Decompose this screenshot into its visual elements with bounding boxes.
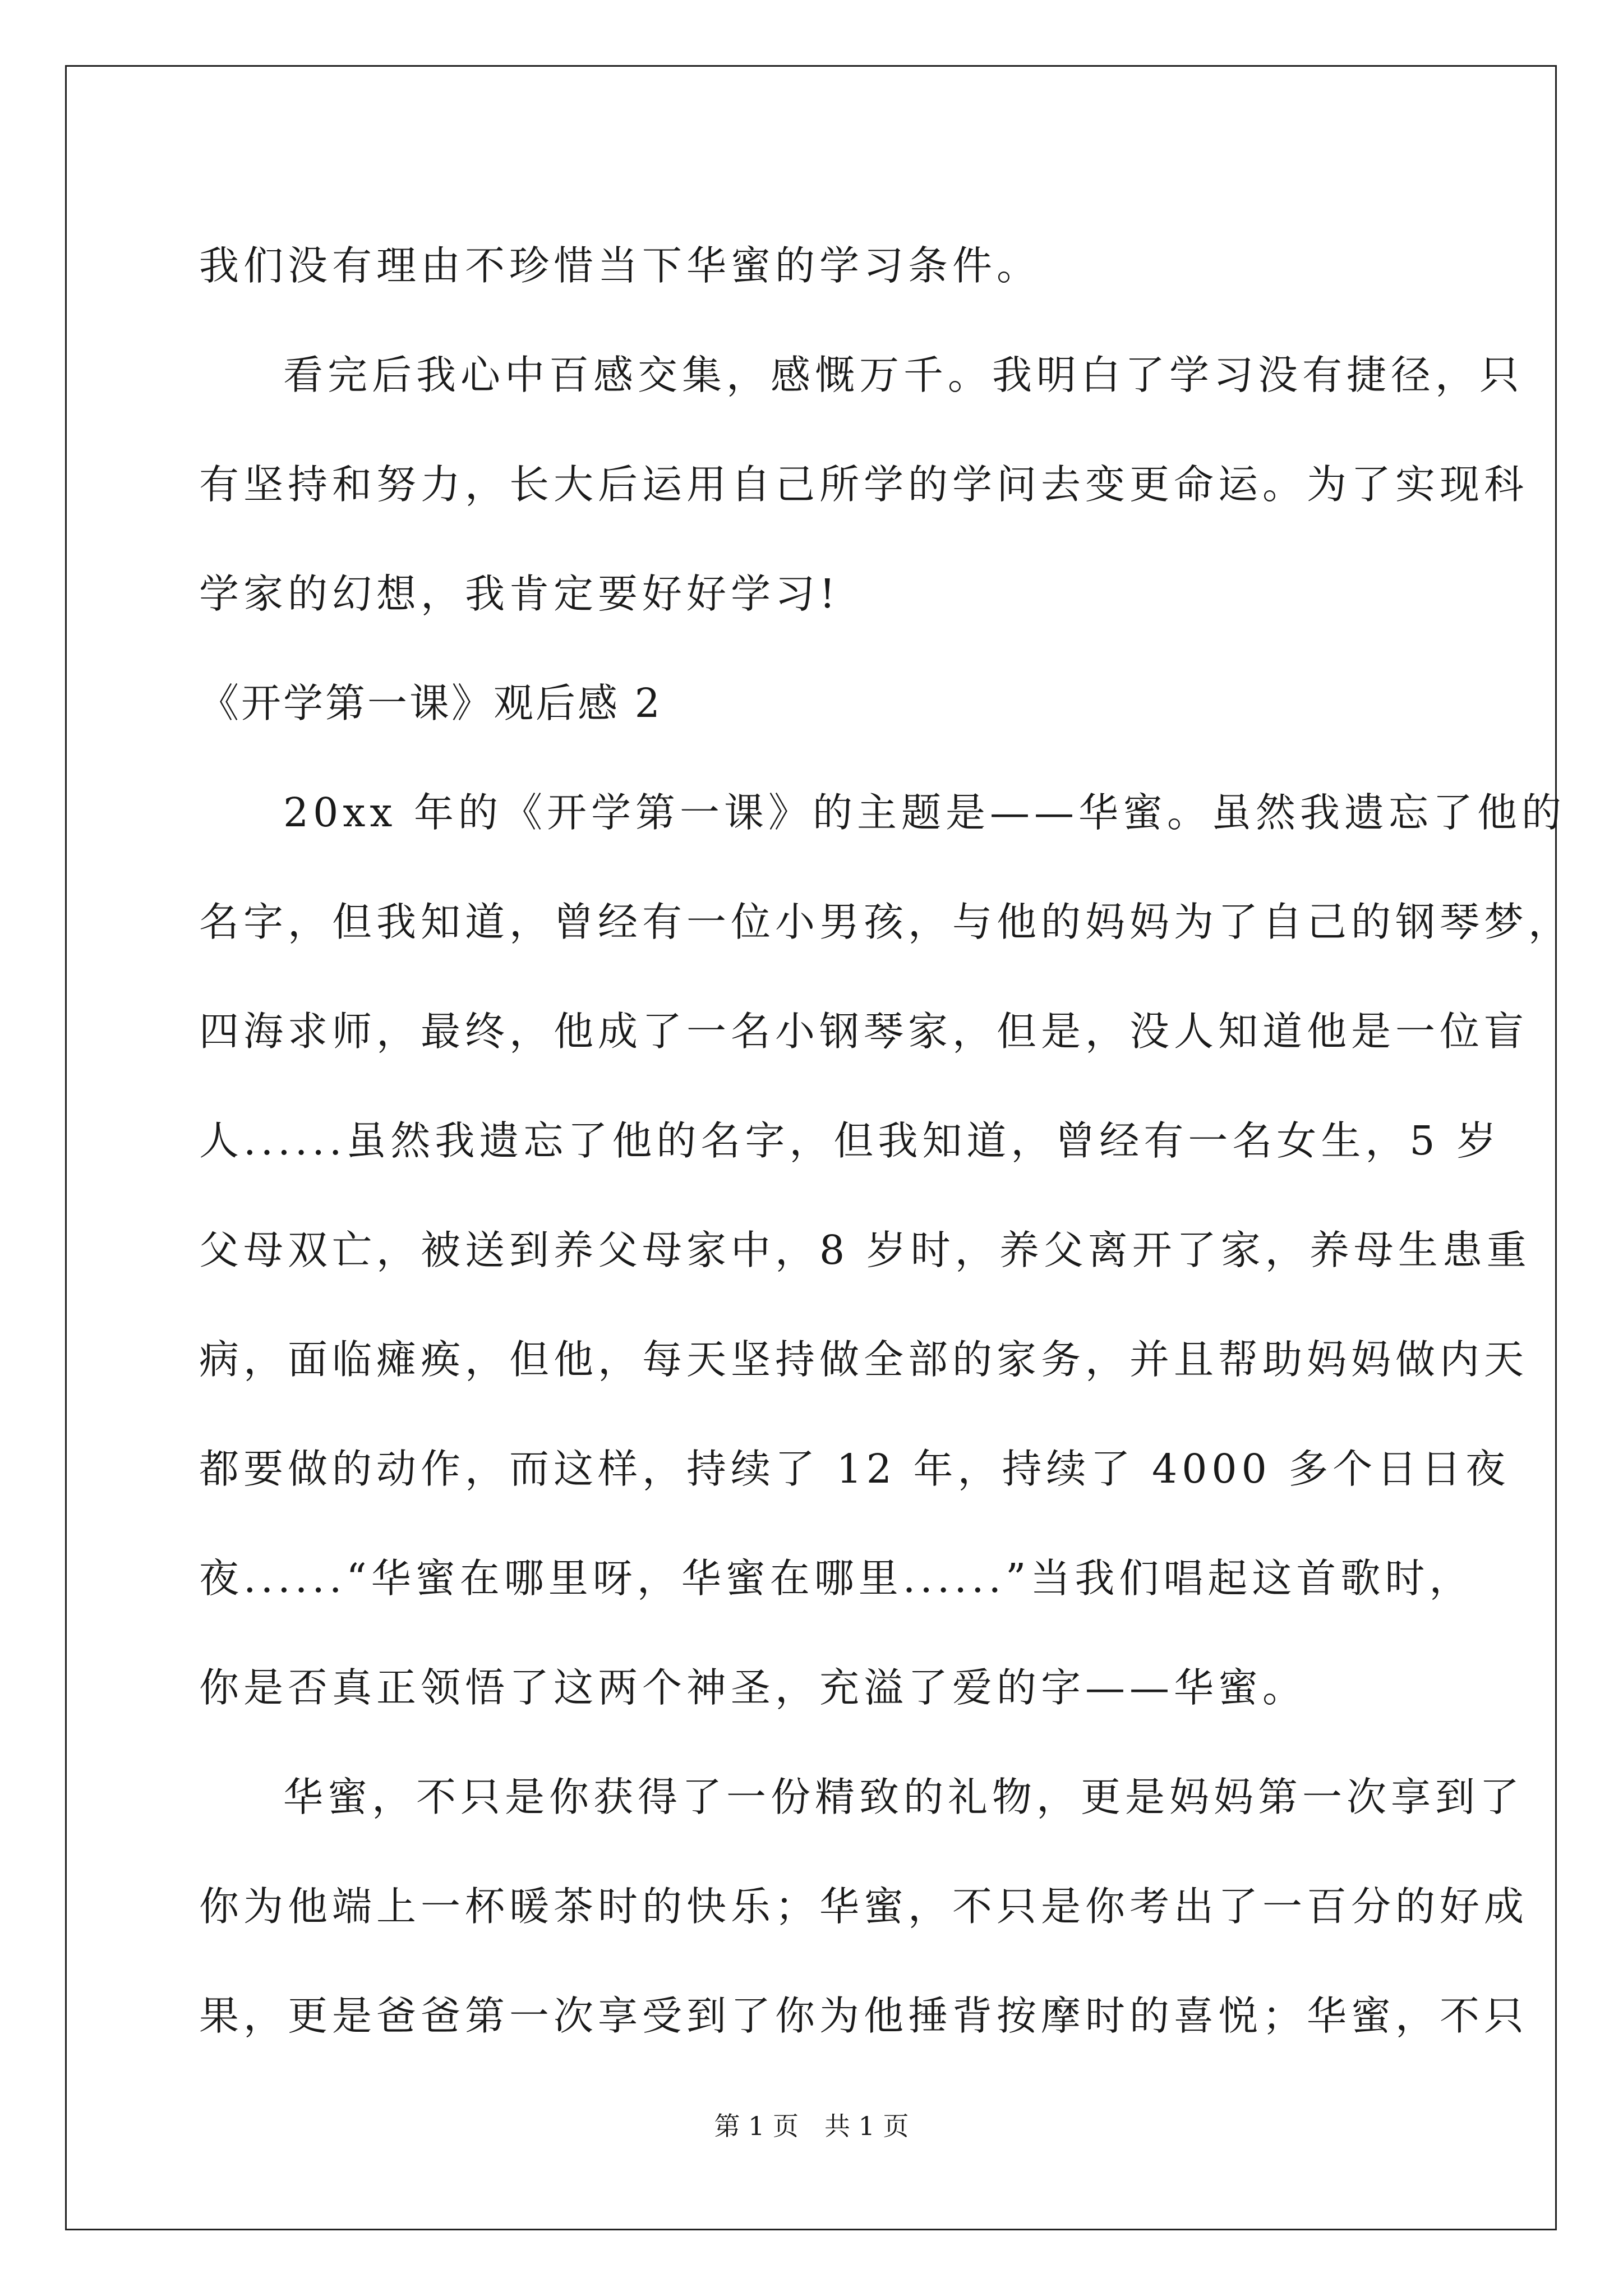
paragraph-line: 人......虽然我遗忘了他的名字，但我知道，曾经有一名女生，5 岁 (199, 1117, 1501, 1164)
paragraph-line: 夜......“华蜜在哪里呀，华蜜在哪里......”当我们唱起这首歌时， (199, 1555, 1474, 1602)
paragraph-line: 看完后我心中百感交集，感慨万千。我明白了学习没有捷径，只 (283, 352, 1524, 398)
section-heading: 《开学第一课》观后感 2 (199, 680, 662, 726)
document-body (199, 211, 1573, 2070)
paragraph-line: 父母双亡，被送到养父母家中，8 岁时，养父离开了家，养母生患重 (199, 1227, 1531, 1273)
page-number-footer: 第 1 页 共 1 页 (714, 2111, 909, 2141)
paragraph-line: 都要做的动作，而这样，持续了 12 年，持续了 4000 多个日日夜 (199, 1446, 1510, 1492)
paragraph-line: 有坚持和努力，长大后运用自己所学的学问去变更命运。为了实现科 (199, 461, 1529, 508)
paragraph-line: 名字，但我知道，曾经有一位小男孩，与他的妈妈为了自己的钢琴梦， (199, 899, 1573, 945)
paragraph-line: 你是否真正领悟了这两个神圣，充溢了爱的字——华蜜。 (199, 1664, 1307, 1711)
paragraph-line: 学家的幻想，我肯定要好好学习! (199, 570, 840, 617)
paragraph-line: 华蜜，不只是你获得了一份精致的礼物，更是妈妈第一次享到了 (283, 1774, 1524, 1820)
paragraph-line: 我们没有理由不珍惜当下华蜜的学习条件。 (199, 242, 1041, 289)
paragraph-line: 果，更是爸爸第一次享受到了你为他捶背按摩时的喜悦；华蜜，不只 (199, 1993, 1529, 2039)
paragraph-line: 20xx 年的《开学第一课》的主题是——华蜜。虽然我遗忘了他的 (283, 789, 1566, 836)
paragraph-line: 你为他端上一杯暖茶时的快乐；华蜜，不只是你考出了一百分的好成 (199, 1883, 1529, 1930)
paragraph-line: 四海求师，最终，他成了一名小钢琴家，但是，没人知道他是一位盲 (199, 1008, 1529, 1055)
paragraph-line: 病，面临瘫痪，但他，每天坚持做全部的家务，并且帮助妈妈做内天 (199, 1336, 1529, 1383)
